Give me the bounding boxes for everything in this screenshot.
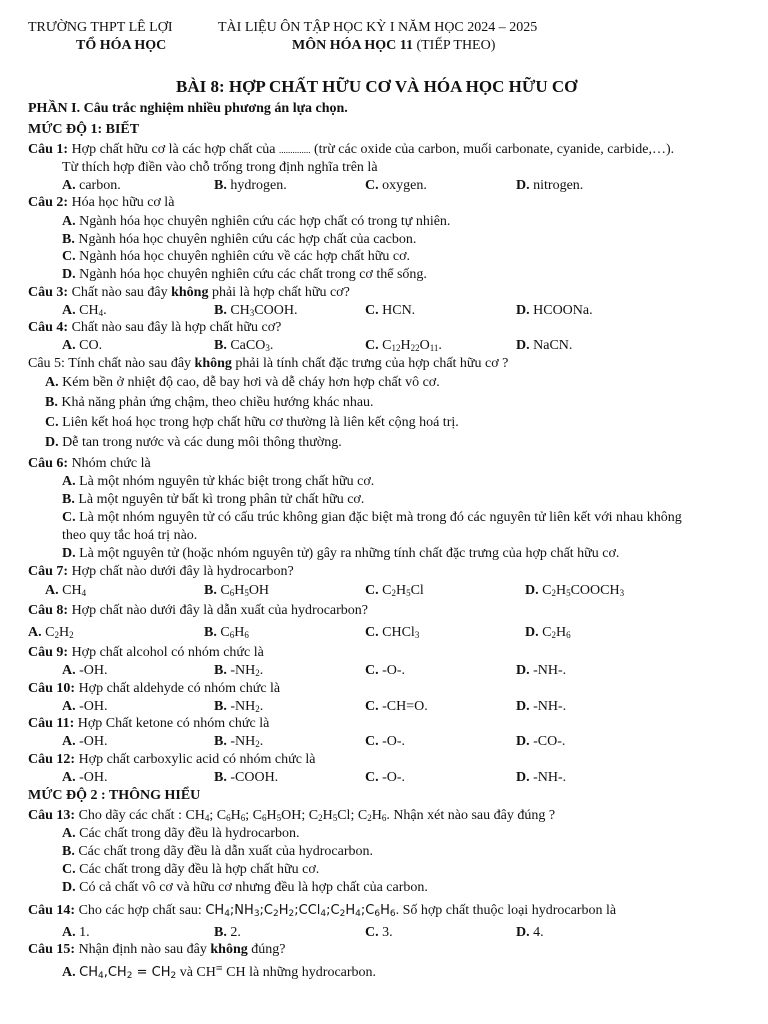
question-5: Câu 5: Tính chất nào sau đây không phải là tính chất đặc trưng của hợp chất hữu cơ ? xyxy=(28,356,509,371)
q6-option-c-line2: theo quy tắc hoá trị nào. xyxy=(62,528,198,543)
q15-formula: $CH_4,CH_2 = CH_2$ xyxy=(79,965,177,981)
q12-option-b: B. -COOH. xyxy=(214,770,279,785)
department-name: TỔ HÓA HỌC xyxy=(76,38,167,53)
q4-option-c: C. $C_{12}H_{22}O_{11}$. xyxy=(365,338,442,353)
question-15: Câu 15: Nhận định nào sau đây không đúng? xyxy=(28,942,286,957)
q1-option-d: D. nitrogen. xyxy=(516,178,584,193)
q1-option-c: C. oxygen. xyxy=(365,178,427,193)
q14-option-d: D. 4. xyxy=(516,925,544,940)
q3-option-b: B. $CH_3COOH$. xyxy=(214,303,298,318)
q7-option-d: D. $C_2H_5COOCH_3$ xyxy=(525,583,625,598)
q8-option-a: A. $C_2H_2$ xyxy=(28,625,74,640)
question-1: Câu 1: Hợp chất hữu cơ là các hợp chất của .............. (trừ các oxide của carbon, muối carbonate, cyanide, carbide,…). xyxy=(28,142,675,157)
q7-option-a: A. $CH_4$ xyxy=(45,583,87,598)
part-heading: PHẦN I. Câu trắc nghiệm nhiều phương án lựa chọn. xyxy=(28,101,348,116)
question-3: Câu 3: Chất nào sau đây không phải là hợp chất hữu cơ? xyxy=(28,285,350,300)
question-9: Câu 9: Hợp chất alcohol có nhóm chức là xyxy=(28,645,264,660)
question-7: Câu 7: Hợp chất nào dưới đây là hydrocarbon? xyxy=(28,564,294,579)
q14-option-b: B. 2. xyxy=(214,925,241,940)
q8-option-d: D. $C_2H_6$ xyxy=(525,625,571,640)
q10-option-c: C. -CH=O. xyxy=(365,699,428,714)
subject-name: MÔN HÓA HỌC 11 xyxy=(292,38,413,53)
q2-option-b: B. Ngành hóa học chuyên nghiên cứu các hợp chất của cacbon. xyxy=(62,232,417,247)
q13-option-c: C. Các chất trong dãy đều là hợp chất hữu cơ. xyxy=(62,862,320,877)
lesson-title: BÀI 8: HỢP CHẤT HỮU CƠ VÀ HÓA HỌC HỮU CƠ xyxy=(176,77,578,96)
q6-option-c: C. Là một nhóm nguyên tử có cấu trúc không gian đặc biệt mà trong đó các nguyên tử liên kết với nhau không xyxy=(62,510,682,525)
q13-option-b: B. Các chất trong dãy đều là dẫn xuất của hydrocarbon. xyxy=(62,844,374,859)
q5-option-b: B. Khả năng phản ứng chậm, theo chiều hướng khác nhau. xyxy=(45,395,374,410)
subject-suffix: (TIẾP THEO) xyxy=(412,38,496,53)
question-2: Câu 2: Hóa học hữu cơ là xyxy=(28,195,175,210)
q4-option-b: B. CaCO$_3$. xyxy=(214,338,274,353)
q11-option-d: D. -CO-. xyxy=(516,734,566,749)
question-4: Câu 4: Chất nào sau đây là hợp chất hữu cơ? xyxy=(28,320,282,335)
question-13: Câu 13: Cho dãy các chất : $CH_4$; $C_6H_6$; $C_6H_5OH$; $C_2H_5Cl$; $C_2H_6$. Nhận xét nào sau đây đúng ? xyxy=(28,808,556,823)
question-14: Câu 14: Cho các hợp chất sau: $CH_4;NH_3;C_2H_2;CCl_4;C_2H_4;C_6H_6$. Số hợp chất thuộc loại hydrocarbon là xyxy=(28,903,617,919)
q2-option-c: C. Ngành hóa học chuyên nghiên cứu về các hợp chất hữu cơ. xyxy=(62,249,410,264)
q2-option-a: A. Ngành hóa học chuyên nghiên cứu các hợp chất có trong tự nhiên. xyxy=(62,214,451,229)
q5-option-a: A. Kém bền ở nhiệt độ cao, dễ bay hơi và dễ cháy hơn hợp chất vô cơ. xyxy=(45,375,440,390)
level-heading-2: MỨC ĐỘ 2 : THÔNG HIỂU xyxy=(28,788,201,803)
q11-option-c: C. -O-. xyxy=(365,734,406,749)
q1-option-a: A. carbon. xyxy=(62,178,121,193)
q11-option-b: B. $-NH_2$. xyxy=(214,734,264,749)
q10-option-a: A. -OH. xyxy=(62,699,108,714)
question-6: Câu 6: Nhóm chức là xyxy=(28,456,151,471)
q14-formula: $CH_4;NH_3;C_2H_2;CCl_4;C_2H_4;C_6H_6$ xyxy=(205,903,396,919)
q3-option-a: A. $CH_4$. xyxy=(62,303,107,318)
q14-option-a: A. 1. xyxy=(62,925,90,940)
q9-option-a: A. -OH. xyxy=(62,663,108,678)
question-10: Câu 10: Hợp chất aldehyde có nhóm chức là xyxy=(28,681,281,696)
q2-option-d: D. Ngành hóa học chuyên nghiên cứu các chất trong cơ thể sống. xyxy=(62,267,427,282)
q12-option-d: D. -NH-. xyxy=(516,770,567,785)
q3-option-d: D. HCOONa. xyxy=(516,303,593,318)
q11-option-a: A. -OH. xyxy=(62,734,108,749)
q10-option-d: D. -NH-. xyxy=(516,699,567,714)
document-title: TÀI LIỆU ÔN TẬP HỌC KỲ I NĂM HỌC 2024 – 2025 xyxy=(218,20,538,35)
q5-option-c: C. Liên kết hoá học trong hợp chất hữu cơ thường là liên kết cộng hoá trị. xyxy=(45,415,459,430)
q7-option-b: B. $C_6H_5OH$ xyxy=(204,583,270,598)
q5-option-d: D. Dễ tan trong nước và các dung môi thông thường. xyxy=(45,435,342,450)
q6-option-b: B. Là một nguyên tử bất kì trong phân tử chất hữu cơ. xyxy=(62,492,365,507)
q6-option-d: D. Là một nguyên tử (hoặc nhóm nguyên tử) gây ra những tính chất đặc trưng của hợp chất hữu cơ. xyxy=(62,546,620,561)
q6-option-a: A. Là một nhóm nguyên tử khác biệt trong chất hữu cơ. xyxy=(62,474,375,489)
q4-option-d: D. NaCN. xyxy=(516,338,573,353)
q13-option-d: D. Có cả chất vô cơ và hữu cơ nhưng đều là hợp chất của carbon. xyxy=(62,880,428,895)
school-name: TRƯỜNG THPT LÊ LỢI xyxy=(28,20,173,35)
q8-option-b: B. $C_6H_6$ xyxy=(204,625,249,640)
q14-option-c: C. 3. xyxy=(365,925,393,940)
question-1-line2: Từ thích hợp điền vào chỗ trống trong định nghĩa trên là xyxy=(62,160,378,175)
q15-option-a: A. $CH_4,CH_2 = CH_2$ và CH≡ CH là những hydrocarbon. xyxy=(62,961,377,981)
q8-option-c: C. CHCl$_3$ xyxy=(365,625,420,640)
question-12: Câu 12: Hợp chất carboxylic acid có nhóm chức là xyxy=(28,752,316,767)
q4-option-a: A. CO. xyxy=(62,338,103,353)
q12-option-a: A. -OH. xyxy=(62,770,108,785)
q1-option-b: B. hydrogen. xyxy=(214,178,287,193)
q3-option-c: C. HCN. xyxy=(365,303,416,318)
question-8: Câu 8: Hợp chất nào dưới đây là dẫn xuất của hydrocarbon? xyxy=(28,603,369,618)
subject-line xyxy=(292,38,495,54)
q9-option-d: D. -NH-. xyxy=(516,663,567,678)
q13-option-a: A. Các chất trong dãy đều là hydrocarbon. xyxy=(62,826,300,841)
q7-option-c: C. $C_2H_5Cl$ xyxy=(365,583,424,598)
q10-option-b: B. $-NH_2$. xyxy=(214,699,264,714)
q12-option-c: C. -O-. xyxy=(365,770,406,785)
q9-option-c: C. -O-. xyxy=(365,663,406,678)
level-heading-1: MỨC ĐỘ 1: BIẾT xyxy=(28,122,140,137)
q9-option-b: B. $-NH_2$. xyxy=(214,663,264,678)
question-11: Câu 11: Hợp Chất ketone có nhóm chức là xyxy=(28,716,270,731)
